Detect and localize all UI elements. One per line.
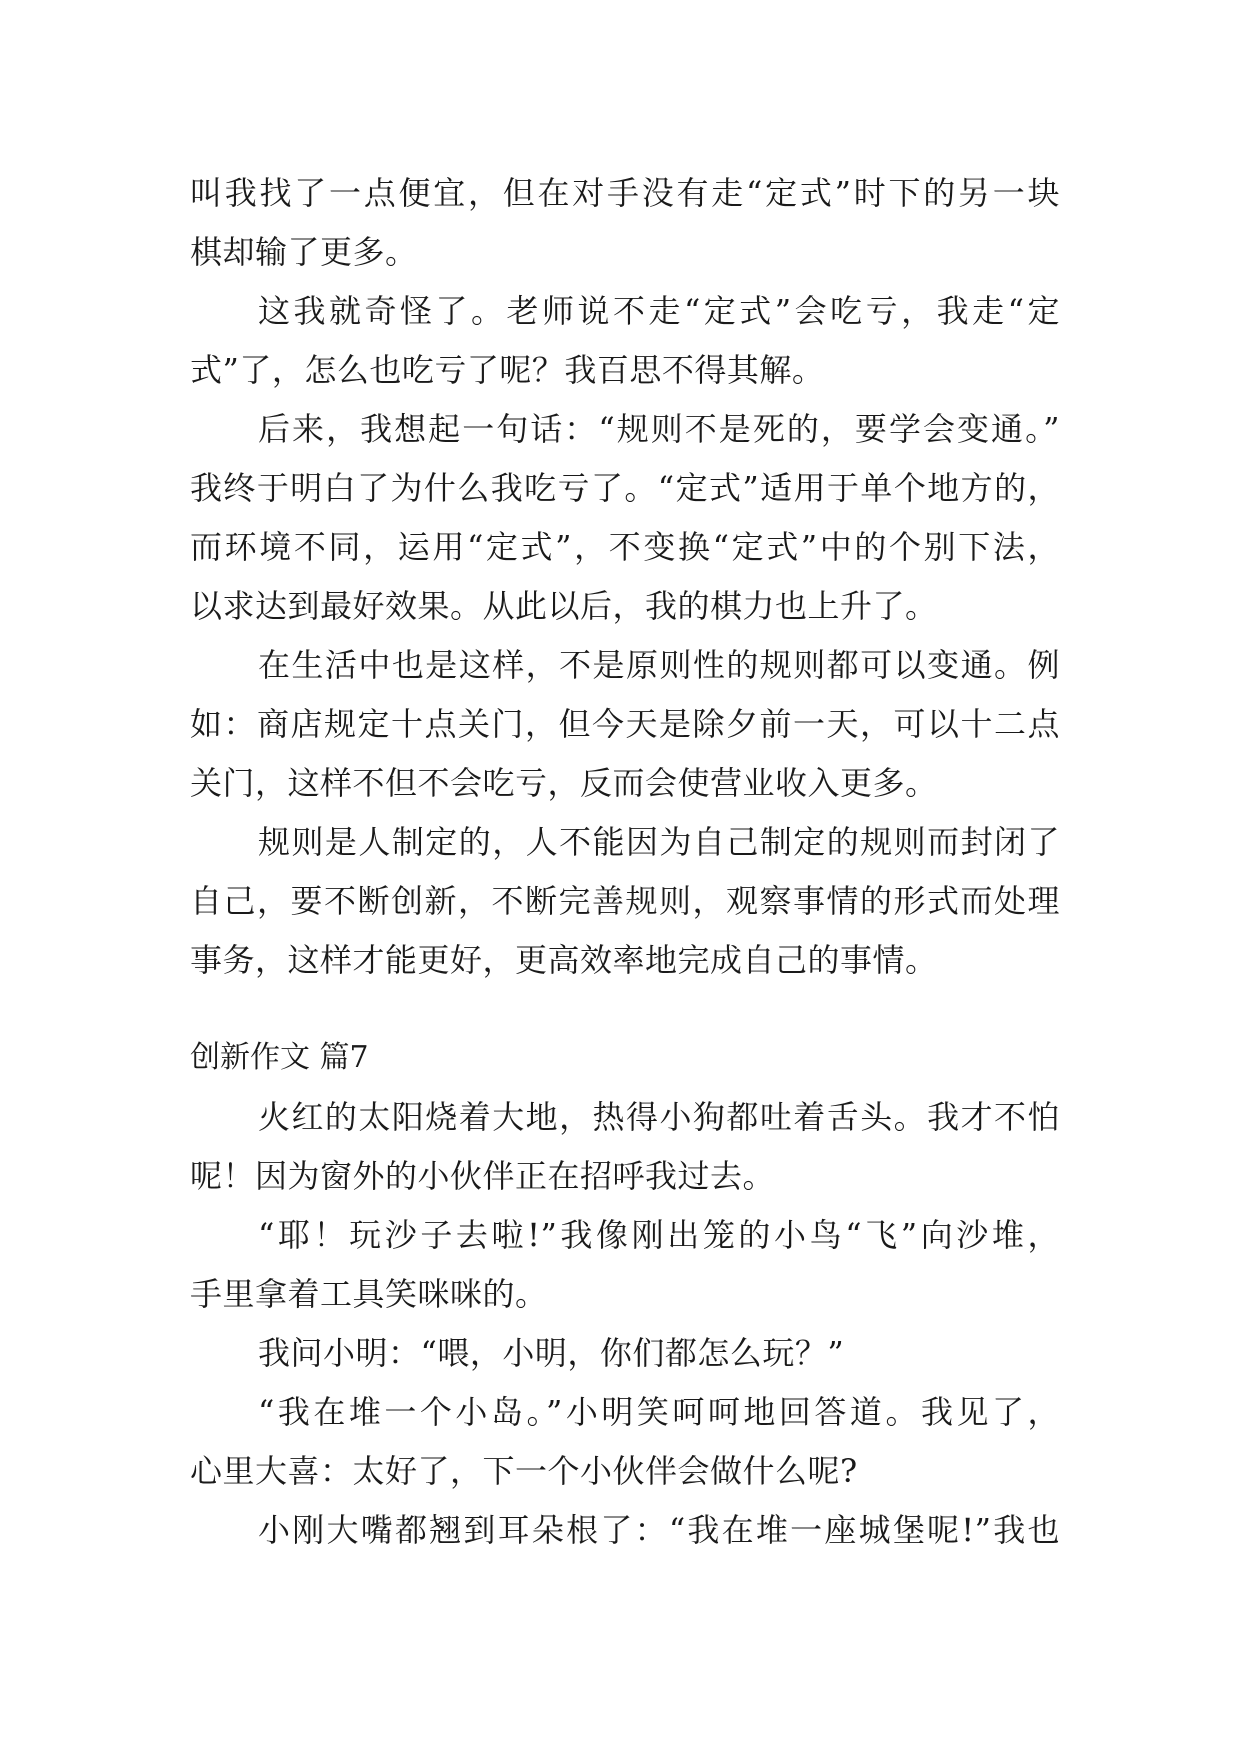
text-line: 棋却输了更多。 bbox=[190, 233, 418, 271]
text-line: 如：商店规定十点关门，但今天是除夕前一天，可以十二点 bbox=[190, 705, 1060, 743]
text-line: “我在堆一个小岛。”小明笑呵呵地回答道。我见了， bbox=[258, 1393, 1060, 1431]
text-line: 在生活中也是这样，不是原则性的规则都可以变通。例 bbox=[258, 646, 1060, 684]
text-line: 这我就奇怪了。老师说不走“定式”会吃亏，我走“定 bbox=[258, 292, 1060, 330]
text-line: 后来，我想起一句话：“规则不是死的，要学会变通。” bbox=[258, 410, 1060, 448]
text-line: 呢！因为窗外的小伙伴正在招呼我过去。 bbox=[190, 1157, 776, 1195]
text-line: “耶！玩沙子去啦!”我像刚出笼的小鸟“飞”向沙堆， bbox=[258, 1216, 1060, 1254]
section-heading: 创新作文 篇7 bbox=[190, 1040, 369, 1075]
text-line: 心里大喜：太好了，下一个小伙伴会做什么呢? bbox=[190, 1452, 858, 1490]
text-line: 关门，这样不但不会吃亏，反而会使营业收入更多。 bbox=[190, 764, 938, 802]
text-line: 事务，这样才能更好，更高效率地完成自己的事情。 bbox=[190, 941, 938, 979]
text-line: 我终于明白了为什么我吃亏了。“定式”适用于单个地方的， bbox=[190, 469, 1060, 507]
text-line: 而环境不同，运用“定式”，不变换“定式”中的个别下法， bbox=[190, 528, 1060, 566]
text-line: 以求达到最好效果。从此以后，我的棋力也上升了。 bbox=[190, 587, 938, 625]
text-line: 火红的太阳烧着大地，热得小狗都吐着舌头。我才不怕 bbox=[258, 1098, 1060, 1136]
text-line: 我问小明：“喂，小明，你们都怎么玩？” bbox=[258, 1334, 845, 1372]
text-line: 规则是人制定的，人不能因为自己制定的规则而封闭了 bbox=[258, 823, 1060, 861]
text-line: 手里拿着工具笑咪咪的。 bbox=[190, 1275, 548, 1313]
text-line: 自己，要不断创新，不断完善规则，观察事情的形式而处理 bbox=[190, 882, 1060, 920]
text-line: 叫我找了一点便宜，但在对手没有走“定式”时下的另一块 bbox=[190, 174, 1060, 212]
text-line: 小刚大嘴都翘到耳朵根了：“我在堆一座城堡呢!”我也 bbox=[258, 1511, 1060, 1549]
text-line: 式”了，怎么也吃亏了呢？我百思不得其解。 bbox=[190, 351, 825, 389]
